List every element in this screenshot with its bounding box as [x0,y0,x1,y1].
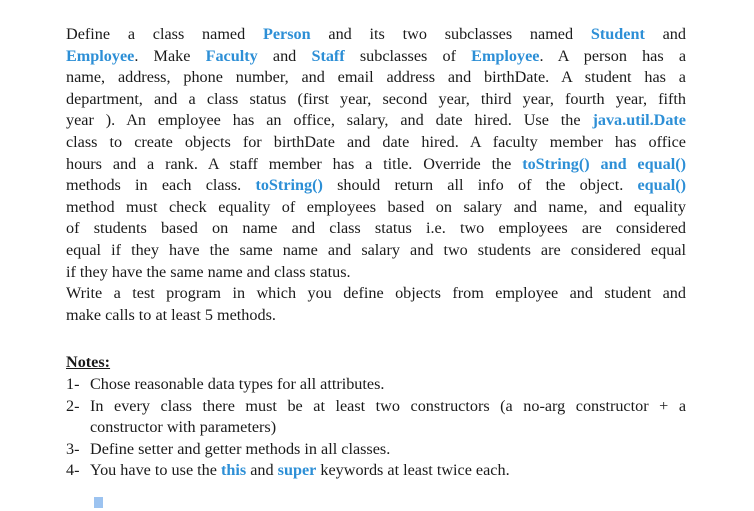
text-run: and [644,25,686,43]
text-run: . A person has a [539,46,687,65]
text-line [90,374,686,396]
text-run: and its two subclasses named [310,25,591,43]
keyword-highlight: this [221,461,247,480]
note-number: 2- [66,396,80,415]
text-run: class to create objects for birthDate and date hired. A faculty member has office [66,132,686,151]
text-line [66,175,686,197]
note-item [66,460,686,482]
keyword-highlight: Employee [471,46,540,65]
text-line [66,132,686,154]
note-text [90,374,686,396]
text-line [66,67,686,89]
text-run: In every class there must be at least two constructors (a no-arg constructor + a [90,396,686,415]
note-item [66,396,686,439]
note-text [90,460,686,482]
text-run: make calls to at least 5 methods. [66,305,276,324]
text-run: if they have the same name and class status. [66,262,351,281]
keyword-highlight: Student [590,25,645,43]
text-run: . Make [134,46,206,65]
text-line [66,46,686,68]
notes-heading: Notes: [66,353,111,372]
note-item [66,374,686,396]
assignment-paragraph [66,24,686,283]
text-run: Define a class named [66,25,263,43]
text-run: and [246,461,278,480]
text-run: name, address, phone number, and email address and birthDate. A student has a [66,68,686,87]
keyword-highlight: Person [262,25,311,43]
text-line [66,154,686,176]
text-run: subclasses of [344,46,472,65]
text-run: You have to use the [90,461,221,480]
keyword-highlight: toString() and equal() [522,154,686,173]
document-page [66,24,686,482]
text-line [66,89,686,111]
text-run: department, and a class status (first year, second year, third year, fourth year, fifth [66,89,686,108]
keyword-highlight: equal() [637,176,687,195]
keyword-highlight: Employee [66,46,135,65]
text-run: equal if they have the same name and salary and two students are considered equal [66,240,686,259]
text-run: keywords at least twice each. [316,461,510,480]
text-line [90,460,686,482]
text-line [66,305,686,327]
keyword-highlight: Faculty [205,46,258,65]
text-run: methods in each class. [66,176,256,195]
test-program-paragraph [66,283,686,326]
text-line [90,417,686,439]
text-run: of students based on name and class status i.e. two employees are considered [66,219,686,238]
text-run: method must check equality of employees based on salary and name, and equality [66,197,686,216]
notes-list [66,374,686,482]
keyword-highlight: Staff [311,46,345,65]
text-line [66,240,686,262]
keyword-highlight: toString() [255,176,323,195]
text-line [90,439,686,461]
text-run: and [257,46,312,65]
note-text [90,396,686,439]
text-line [66,283,686,305]
text-run: should return all info of the object. [322,176,638,195]
text-run: Chose reasonable data types for all attributes. [90,374,385,393]
note-text [90,439,686,461]
text-line [66,110,686,132]
text-run: year ). An employee has an office, salary, and date hired. Use the [66,111,593,130]
text-line [66,218,686,240]
text-line [90,396,686,418]
text-run: Define setter and getter methods in all classes. [90,439,391,458]
text-run: Write a test program in which you define objects from employee and student and [66,284,686,303]
note-item [66,439,686,461]
keyword-highlight: super [277,461,317,480]
text-line [66,262,686,284]
keyword-highlight: java.util.Date [592,111,686,130]
text-line [66,197,686,219]
note-number: 4- [66,461,80,480]
text-run: constructor with parameters) [90,418,277,437]
note-number: 1- [66,374,80,393]
text-cursor [94,497,103,508]
note-number: 3- [66,439,80,458]
text-line [66,24,686,46]
text-run: hours and a rank. A staff member has a title. Override the [66,154,523,173]
